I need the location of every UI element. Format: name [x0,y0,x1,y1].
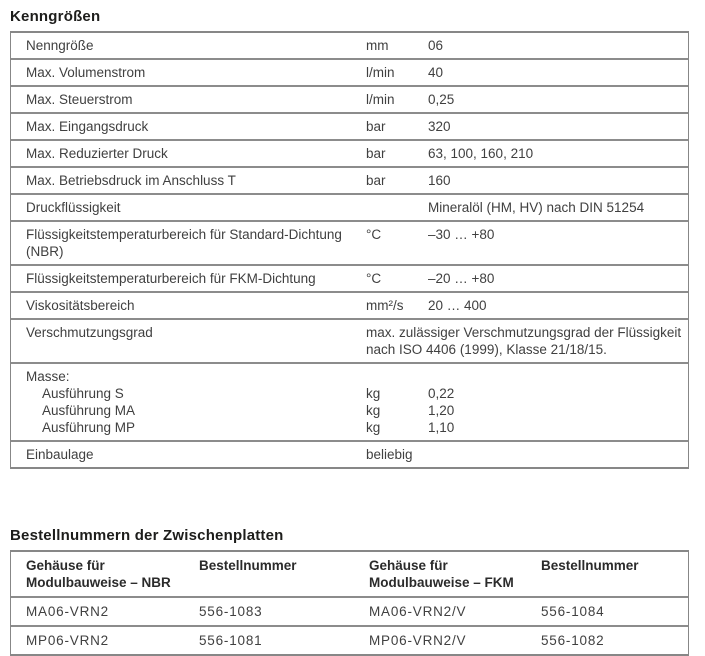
spec-label: Max. Volumenstrom [26,65,146,80]
part-number-cell: MA06-VRN2 [26,604,109,619]
header-line: Bestellnummer [541,558,639,573]
spec-label: Viskositätsbereich [26,298,135,313]
spec-unit: °C [366,271,382,286]
spec-unit: bar [366,119,386,134]
spec-row-reduzierter-druck [11,141,688,168]
spec-label: Max. Reduzierter Druck [26,146,168,161]
spec-unit: mm [366,38,389,53]
masse-line-mp [26,419,682,436]
spec-row-einbaulage [11,442,688,467]
spec-value: 40 [428,65,444,80]
spec-row-druckfluessigkeit [11,195,688,222]
spec-row-betriebsdruck-t [11,168,688,195]
spec-value: 160 [428,173,451,188]
part-number-cell: MP06-VRN2 [26,633,109,648]
header-line: Modulbauweise – FKM [369,575,514,590]
kenngroessen-title: Kenngrößen [10,8,101,25]
spec-row-temp-nbr [11,222,688,266]
spec-label: Einbaulage [26,447,94,462]
spec-unit: kg [366,386,381,401]
header-line: Gehäuse für [26,558,105,573]
spec-unit: l/min [366,65,395,80]
order-number-cell: 556-1081 [199,633,263,648]
spec-unit: °C [366,227,382,242]
spec-unit: kg [366,403,381,418]
spec-label: Flüssigkeitstemperaturbereich für Standard-Dichtung (NBR) [26,227,342,259]
spec-value: –30 … +80 [428,227,495,242]
spec-label: Ausführung MP [42,420,136,435]
order-header-nbr [26,557,199,591]
spec-label: Max. Steuerstrom [26,92,133,107]
masse-block [26,368,682,436]
header-line: Modulbauweise – NBR [26,575,171,590]
order-header-fkm [369,557,541,591]
spec-unit: mm²/s [366,298,404,313]
order-header-bestellnummer-nbr [199,557,369,574]
spec-label: Max. Betriebsdruck im Anschluss T [26,173,236,188]
spec-value: 20 … 400 [428,298,487,313]
spec-value: beliebig [366,447,413,462]
order-number-cell: 556-1084 [541,604,605,619]
masse-title-line [26,368,682,385]
kenngroessen-section [10,0,695,469]
spec-row-volumenstrom [11,60,688,87]
spec-unit: bar [366,173,386,188]
spec-unit: bar [366,146,386,161]
spec-value: 63, 100, 160, 210 [428,146,534,161]
kenngroessen-table [10,31,689,469]
spec-value: Mineralöl (HM, HV) nach DIN 51254 [428,200,645,215]
spec-row-verschmutzungsgrad [11,320,688,364]
order-number-cell: 556-1082 [541,633,605,648]
spec-label: Ausführung S [42,386,124,401]
spec-value: 1,20 [428,403,455,418]
spec-row-viskositaet [11,293,688,320]
spec-label: Verschmutzungsgrad [26,325,153,340]
spec-unit: kg [366,420,381,435]
order-number-cell: 556-1083 [199,604,263,619]
spec-label: Druckflüssigkeit [26,200,121,215]
spec-row-masse [11,364,688,442]
masse-line-ma [26,402,682,419]
spec-label: Nenngröße [26,38,94,53]
spec-value: 1,10 [428,420,455,435]
order-row-ma [11,598,688,627]
bestellnummern-section [10,519,695,656]
masse-line-s [26,385,682,402]
part-number-cell: MP06-VRN2/V [369,633,467,648]
part-number-cell: MA06-VRN2/V [369,604,467,619]
header-line: Gehäuse für [369,558,448,573]
order-row-mp [11,627,688,654]
bestellnummern-table [10,550,689,656]
spec-value: 320 [428,119,451,134]
spec-value: 06 [428,38,444,53]
order-header-row [11,552,688,598]
order-header-bestellnummer-fkm [541,557,682,574]
bestellnummern-title: Bestellnummern der Zwischenplatten [10,527,284,544]
spec-label: Flüssigkeitstemperaturbereich für FKM-Dichtung [26,271,316,286]
spec-unit: l/min [366,92,395,107]
spec-row-temp-fkm [11,266,688,293]
spec-value: max. zulässiger Verschmutzungsgrad der Flüssigkeit nach ISO 4406 (1999), Klasse 21/18/15. [366,325,682,357]
spec-row-nenngroesse [11,33,688,60]
spec-row-eingangsdruck [11,114,688,141]
spec-value: 0,22 [428,386,455,401]
spec-row-steuerstrom [11,87,688,114]
spec-value: 0,25 [428,92,455,107]
header-line: Bestellnummer [199,558,297,573]
spec-label: Masse: [26,369,70,384]
spec-label: Max. Eingangsdruck [26,119,149,134]
spec-value: –20 … +80 [428,271,495,286]
spec-label: Ausführung MA [42,403,136,418]
